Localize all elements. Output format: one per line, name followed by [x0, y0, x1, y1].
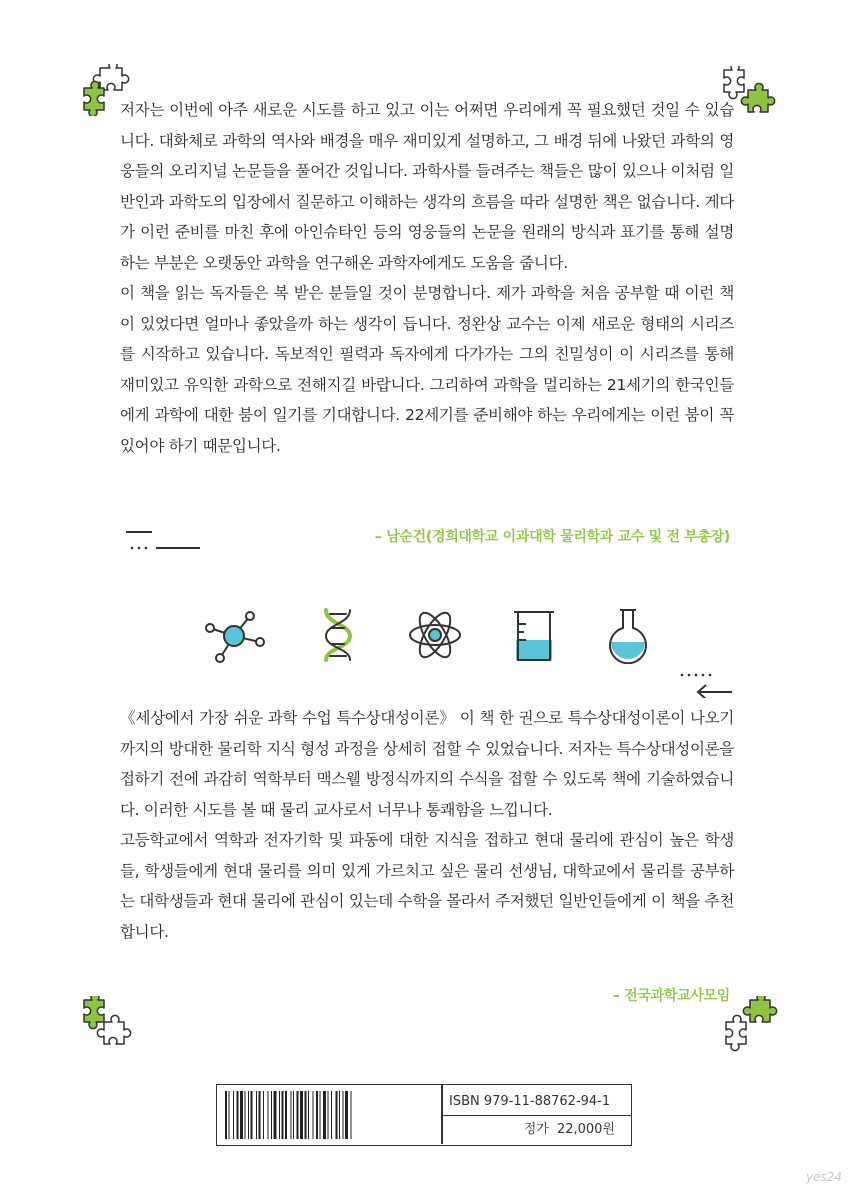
- barcode-bar: [240, 1091, 243, 1139]
- barcode-bar: [313, 1091, 314, 1139]
- barcode-bar: [305, 1091, 307, 1139]
- barcode-bar: [320, 1091, 321, 1139]
- barcode-bar: [259, 1091, 261, 1139]
- flask-icon: [604, 606, 652, 664]
- barcode-bar: [343, 1091, 344, 1139]
- barcode-bar: [263, 1091, 264, 1139]
- dash-line-decoration: [124, 528, 204, 552]
- barcode-bar: [336, 1091, 338, 1139]
- barcode-bar: [297, 1091, 299, 1139]
- barcode-bar: [293, 1091, 294, 1139]
- barcode-bar: [248, 1091, 249, 1139]
- barcode-bar: [237, 1091, 239, 1139]
- beaker-icon: [510, 608, 558, 664]
- attribution-2: – 전국과학교사모임: [612, 988, 730, 1004]
- barcode-bar: [271, 1091, 272, 1139]
- isbn-number: ISBN 979-11-88762-94-1: [441, 1093, 631, 1116]
- puzzle-pieces-icon: [78, 996, 138, 1052]
- barcode-bar: [282, 1091, 284, 1139]
- barcode-bar: [323, 1091, 326, 1139]
- barcode-bar: [233, 1091, 234, 1139]
- barcode-bar: [339, 1091, 340, 1139]
- barcode-bar: [328, 1091, 329, 1139]
- paragraph: 고등학교에서 역학과 전자기학 및 파동에 대한 지식을 접하고 현대 물리에 관심이 높은 학생들, 학생들에게 현대 물리를 의미 있게 가르치고 싶은 물리 선생님, 대학교에서 물리를 공부하는 대학생들과 현대 물리에 관심이 있는데 수학을 몰라서 주저했던 일반인들에게 이 책을 추천합니다.: [120, 831, 734, 941]
- recommendation-text-2: [120, 703, 734, 947]
- barcode-bar: [285, 1091, 287, 1139]
- molecule-icon: [200, 608, 268, 664]
- barcode-bar: [251, 1091, 253, 1139]
- barcode-bar: [300, 1091, 303, 1139]
- barcode-bar: [316, 1091, 318, 1139]
- watermark: yes24: [805, 1170, 842, 1184]
- atom-icon: [406, 606, 464, 664]
- barcode-bar: [291, 1091, 292, 1139]
- price: [441, 1118, 623, 1142]
- barcode: [223, 1091, 435, 1139]
- barcode-bar: [229, 1091, 230, 1139]
- barcode-bar: [351, 1091, 352, 1139]
- barcode-bar: [268, 1091, 269, 1139]
- barcode-bar: [245, 1091, 246, 1139]
- barcode-bar: [256, 1091, 257, 1139]
- barcode-bar: [331, 1091, 332, 1139]
- barcode-box: [216, 1084, 632, 1146]
- barcode-bar: [308, 1091, 309, 1139]
- puzzle-pieces-icon: [720, 996, 780, 1052]
- paragraph: 《세상에서 가장 쉬운 과학 수업 특수상대성이론》 이 책 한 권으로 특수상대성이론이 나오기까지의 방대한 물리학 지식 형성 과정을 상세히 접할 수 있었습니다. 저자는 특수상대성이론을 접하기 전에 과감히 역학부터 맥스웰 방정식까지의 수식을 접할 수 있도록 책에 기술하였습니다. 이러한 시도를 볼 때 물리 교사로서 너무나 통쾌함을 느낍니다.: [120, 709, 734, 819]
- price-label: 정가: [523, 1122, 549, 1137]
- arrow-left-icon: [676, 670, 736, 698]
- paragraph: 저자는 이번에 아주 새로운 시도를 하고 있고 이는 어쩌면 우리에게 꼭 필요했던 것일 수 있습니다. 대화체로 과학의 역사와 배경을 매우 재미있게 설명하고, 그 배경 뒤에 나왔던 과학의 영웅들의 오리지널 논문들을 풀어간 것입니다. 과학사를 들려주는 책들은 많이 있으나 이처럼 일반인과 과학도의 입장에서 질문하고 이해하는 생각의 흐름을 따라 설명한 책은 없습니다. 게다가 이런 준비를 마친 후에 아인슈타인 등의 영웅들의 논문을 원래의 방식과 표기를 통해 설명하는 부분은 오랫동안 과학을 연구해온 과학자에게도 도움을 줍니다.: [120, 101, 734, 272]
- price-value: 22,000원: [556, 1122, 615, 1137]
- dna-icon: [318, 606, 358, 664]
- paragraph: 이 책을 읽는 독자들은 복 받은 분들일 것이 분명합니다. 제가 과학을 처음 공부할 때 이런 책이 있었다면 얼마나 좋았을까 하는 생각이 듭니다. 정완상 교수는 이제 새로운 형태의 시리즈를 시작하고 있습니다. 독보적인 필력과 독자에게 다가가는 그의 친밀성이 이 시리즈를 통해 재미있고 유익한 과학으로 전해지길 바랍니다. 그리하여 과학을 멀리하는 21세기의 한국인들에게 과학에 대한 붐이 일기를 기대합니다. 22세기를 준비해야 하는 우리에게는 이런 붐이 꼭 있어야 하기 때문입니다.: [120, 284, 734, 455]
- barcode-bar: [225, 1091, 227, 1139]
- barcode-bar: [345, 1091, 348, 1139]
- barcode-bar: [274, 1091, 277, 1139]
- barcode-bar: [279, 1091, 280, 1139]
- recommendation-text-1: [120, 95, 734, 461]
- attribution-1: – 남순건(경희대학교 이과대학 물리학과 교수 및 전 부총장): [374, 529, 730, 545]
